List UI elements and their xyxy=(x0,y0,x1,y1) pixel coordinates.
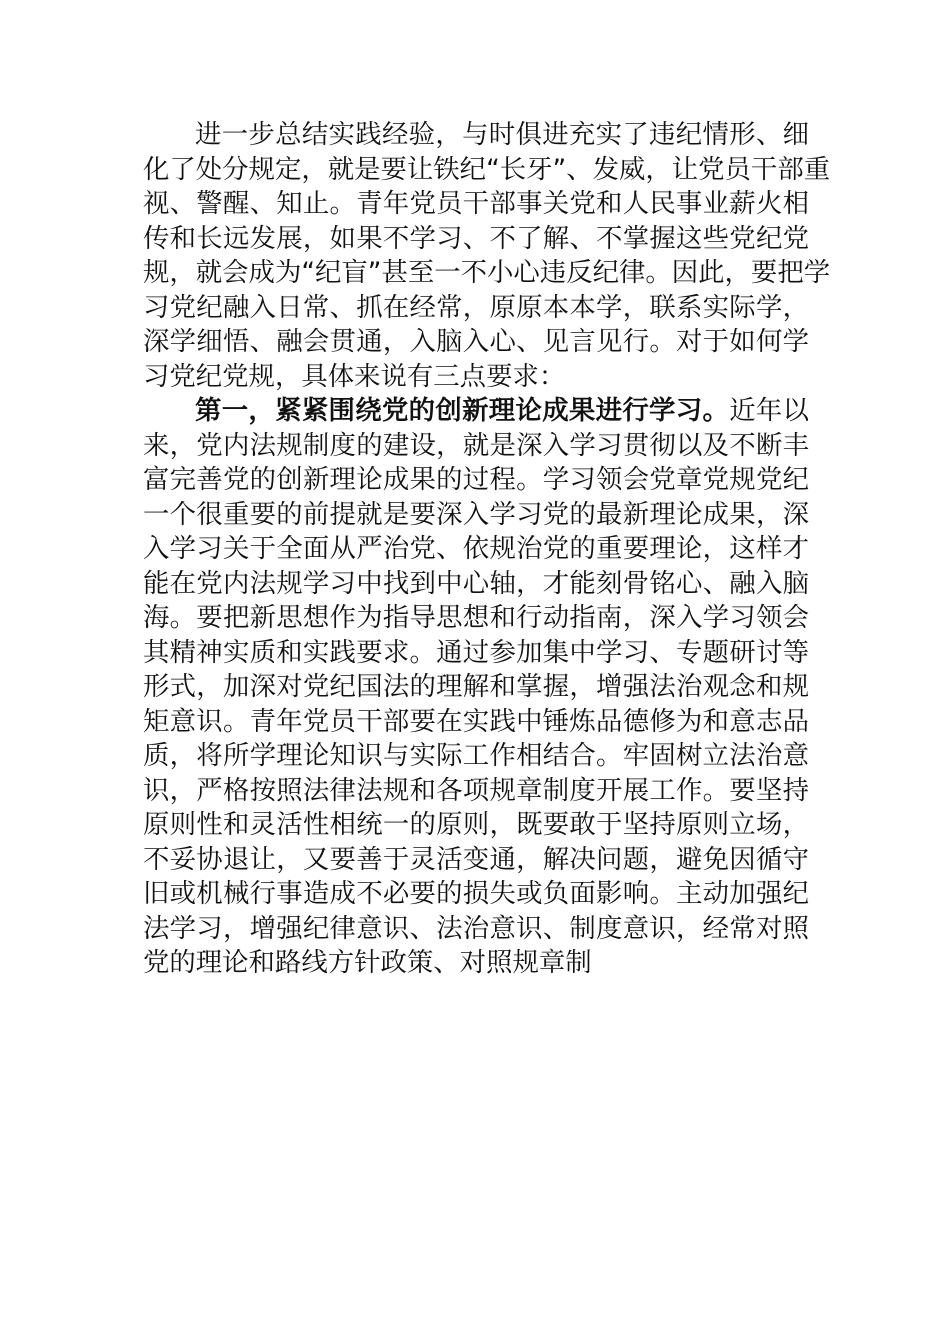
text-line: 视、警醒、知止。青年党员干部事关党和人民事业薪火相 xyxy=(143,188,809,219)
text-line: 形式，加深对党纪国法的理解和掌握，增强法治观念和规 xyxy=(143,671,809,702)
text-line: 能在党内法规学习中找到中心轴，才能刻骨铭心、融入脑 xyxy=(143,567,809,599)
text-line xyxy=(143,394,809,429)
text-line: 党的理论和路线方针政策、对照规章制 xyxy=(143,947,592,978)
paragraph-intro xyxy=(143,118,831,394)
text-line: 海。要把新思想作为指导思想和行动指南，深入学习领会 xyxy=(143,602,809,633)
text-line: 化了处分规定，就是要让铁纪“长牙”、发威，让党员干部重 xyxy=(143,153,831,185)
text-line: 深学细悟、融会贯通，入脑入心、见言见行。对于如何学 xyxy=(143,326,809,357)
text-line: 其精神实质和实践要求。通过参加集中学习、专题研讨等 xyxy=(143,636,809,668)
body-text xyxy=(143,118,831,981)
text-line: 矩意识。青年党员干部要在实践中锤炼品德修为和意志品 xyxy=(143,705,809,737)
text-line: 来，党内法规制度的建设，就是深入学习贯彻以及不断丰 xyxy=(143,429,809,461)
text-line: 规，就会成为“纪盲”甚至一不小心违反纪律。因此，要把学 xyxy=(143,257,831,288)
text-line: 旧或机械行事造成不必要的损失或负面影响。主动加强纪 xyxy=(143,878,809,909)
text-line: 入学习关于全面从严治党、依规治党的重要理论，这样才 xyxy=(143,533,809,564)
text-line: 一个很重要的前提就是要深入学习党的最新理论成果，深 xyxy=(143,498,809,530)
text-line: 质，将所学理论知识与实际工作相结合。牢固树立法治意 xyxy=(143,740,809,771)
text-line: 习党纪融入日常、抓在经常，原原本本学，联系实际学， xyxy=(143,291,809,323)
text-line: 识，严格按照法律法规和各项规章制度开展工作。要坚持 xyxy=(143,774,809,806)
heading-line-rest: 近年以 xyxy=(729,395,810,426)
text-line: 习党纪党规，具体来说有三点要求： xyxy=(143,360,566,392)
text-line: 富完善党的创新理论成果的过程。学习领会党章党规党纪 xyxy=(143,464,809,495)
section-heading: 第一，紧紧围绕党的创新理论成果进行学习。 xyxy=(195,395,730,426)
text-line: 不妥协退让，又要善于灵活变通，解决问题，避免因循守 xyxy=(143,843,809,875)
text-line: 原则性和灵活性相统一的原则，既要敢于坚持原则立场， xyxy=(143,809,809,840)
text-line: 进一步总结实践经验，与时俱进充实了违纪情形、细 xyxy=(195,119,809,150)
text-line: 法学习，增强纪律意识、法治意识、制度意识，经常对照 xyxy=(143,912,809,944)
paragraph-first-point xyxy=(143,394,809,981)
text-line: 传和长远发展，如果不学习、不了解、不掌握这些党纪党 xyxy=(143,222,809,254)
